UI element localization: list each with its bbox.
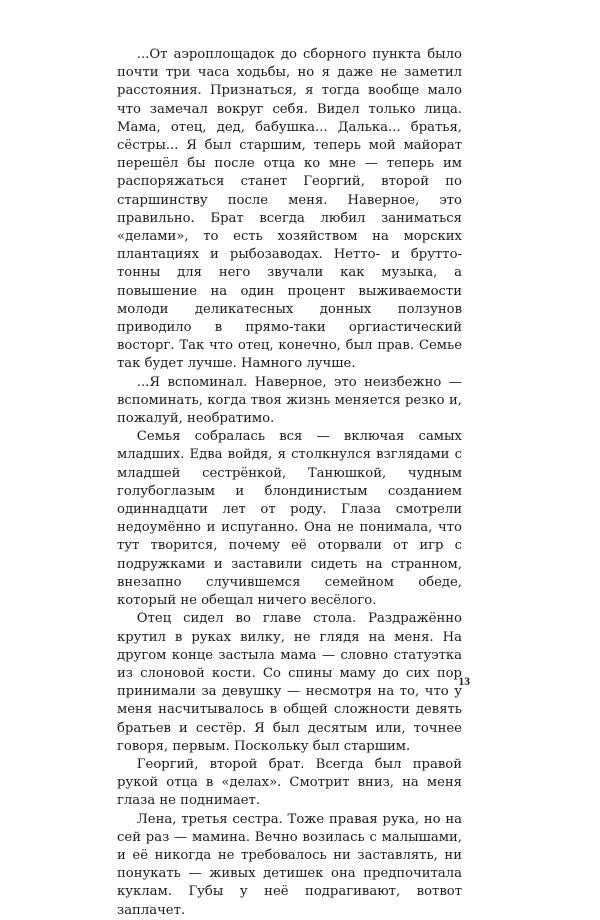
paragraph: ...Я вспоминал. Наверное, это неизбежно — вспоминать, когда твоя жизнь меняется резко и, пожалуй, необратимо. bbox=[117, 374, 462, 427]
paragraph: Отец сидел во главе стола. Раздражённо крутил в руках вилку, не глядя на меня. На другом конце застыла мама — словно статуэтка из слоновой кости. Со спины маму до сих пор принимали за девушку — несмотря на то, что у меня насчитывалось в общей сложности девять братьев и сестёр. Я был десятым или, точнее говоря, первым. Поскольку был старшим. bbox=[117, 611, 462, 754]
page-number: 13 bbox=[458, 676, 470, 688]
paragraph: Семья собралась вся — включая самых младших. Едва войдя, я столкнулся взглядами с младшей сестрёнкой, Танюшкой, чудным голубоглазым и блондинистым созданием одиннадцати лет от роду. Глаза смотрели недоумённо и испуганно. Она не понимала, что тут творится, почему её оторвали от игр с подружками и заставили сидеть на странном, внезапно случившемся семейном обеде, который не обещал ничего весёлого. bbox=[117, 429, 462, 609]
paragraph: Лена, третья сестра. Тоже правая рука, но на сей раз — мамина. Вечно возилась с малышами, и её никогда не требовалось ни заставлять, ни понукать — живых детишек она предпочитала куклам. Губы у неё подрагивают, вотвот заплачет. bbox=[117, 811, 462, 918]
paragraph: Георгий, второй брат. Всегда был правой рукой отца в «делах». Смотрит вниз, на меня глаза не поднимает. bbox=[117, 756, 462, 809]
main-text bbox=[117, 46, 462, 920]
paragraph: ...От аэроплощадок до сборного пункта было почти три часа ходьбы, но я даже не заметил расстояния. Признаться, я тогда вообще мало что замечал вокруг себя. Видел только лица. Мама, отец, дед, бабушка... Далька... братья, сёстры... Я был старшим, теперь мой майорат перешёл бы после отца ко мне — теперь им распоряжаться станет Георгий, второй по старшинству после меня. Наверное, это правильно. Брат всегда любил заниматься «делами», то есть хозяйством на морских плантациях и рыбозаводах. Нетто- и брутто-тонны для него звучали как музыка, а повышение на один процент выживаемости молоди деликатесных донных ползунов приводило в прямо-таки оргиастический восторг. Так что отец, конечно, был прав. Семье так будет лучше. Намного лучше. bbox=[117, 47, 462, 372]
